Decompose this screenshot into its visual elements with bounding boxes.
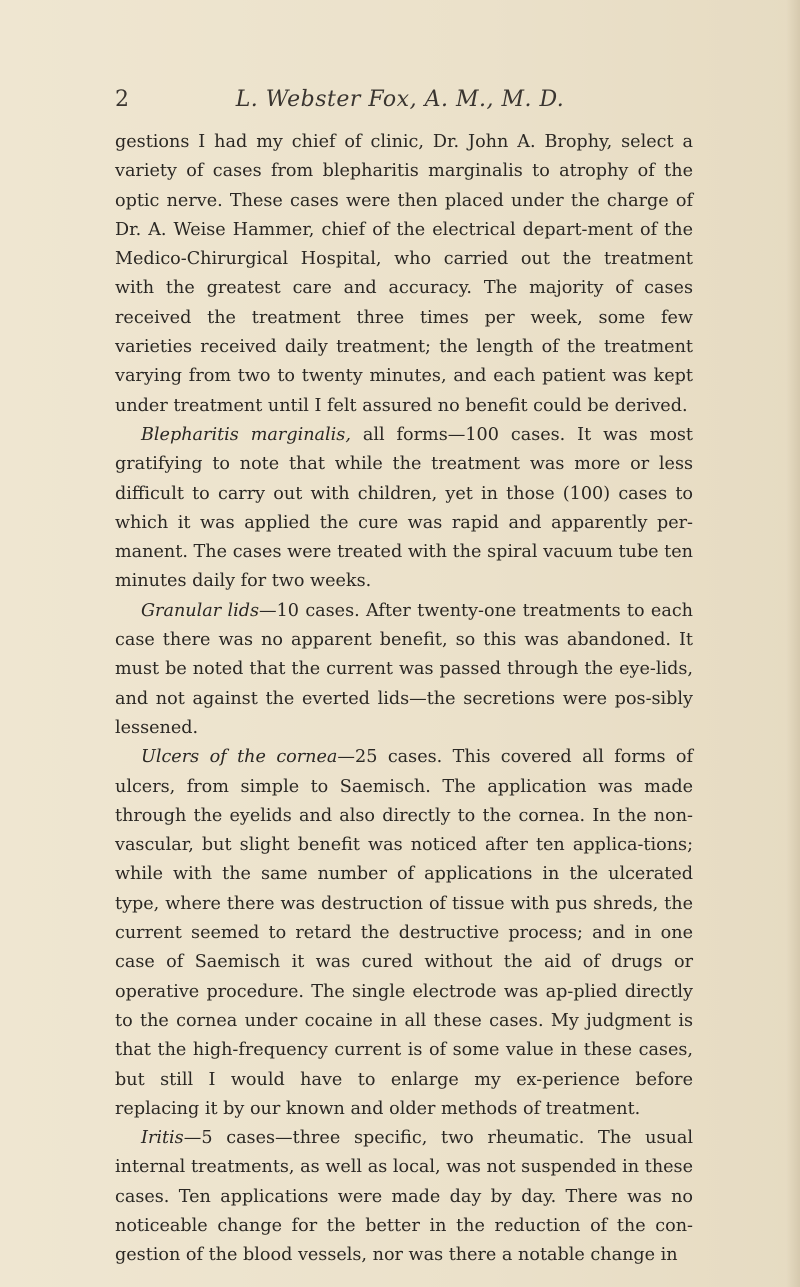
page-edge-shadow [786, 0, 800, 1287]
paragraph-lead: Blepharitis marginalis, [141, 424, 351, 445]
paragraph-text: —25 cases. This covered all forms of ulcers, from simple to Saemisch. The application was made through the eyelids and also directly to the cornea. In the non-vascular, but slight benefit was noticed after ten applica-tions; while with the same number of applications in the ulcerated type, where there was destruction of tissue with pus shreds, the current seemed to retard the destructive process; and in one case of Saemisch it was cured without the aid of drugs or operative procedure. The single electrode was ap-plied directly to the cornea under cocaine in all these cases. My judgment is that the high-frequency current is of some value in these cases, but still I would have to enlarge my ex-perience before replacing it by our known and older methods of treatment. [115, 747, 693, 1119]
page-header [0, 87, 800, 117]
paragraph-text: all forms—100 cases. It was most gratifying to note that while the treatment was more or less difficult to carry out with children, yet in those (100) cases to which it was applied the cure was rapid and apparently per-manent. The cases were treated with the spiral vacuum tube ten minutes daily for two weeks. [115, 424, 694, 592]
paragraph-text: gestions I had my chief of clinic, Dr. John A. Brophy, select a variety of cases from blepharitis marginalis to atrophy of the optic nerve. These cases were then placed under the charge of Dr. A. Weise Hammer, chief of the electrical depart-ment of the Medico-Chirurgical Hospital, who carried out the treatment with the greatest care and accuracy. The majority of cases received the treatment three times per week, some few varieties received daily treatment; the length of the treatment varying from two to twenty minutes, and each patient was kept under treatment until I felt assured no benefit could be derived. [115, 132, 693, 416]
paragraph-lead: Ulcers of the cornea [141, 747, 338, 768]
paragraph [115, 597, 693, 743]
body-text [115, 128, 693, 1271]
paragraph-text: —5 cases—three specific, two rheumatic. The usual internal treatments, as well as local, was not suspended in these cases. Ten applications were made day by day. There was no noticeable change for the better in the reduction of the con-gestion of the blood vessels, nor was there a notable change in [115, 1128, 693, 1266]
page-number: 2 [115, 87, 129, 112]
running-head: L. Webster Fox, A. M., M. D. [235, 87, 565, 112]
paragraph [115, 743, 693, 1124]
paragraph [115, 128, 693, 421]
paragraph-lead: Iritis [141, 1128, 184, 1149]
paragraph-lead: Granular lids [141, 600, 260, 621]
paragraph [115, 421, 693, 597]
paragraph [115, 1124, 693, 1270]
paragraph-text: —10 cases. After twenty-one treatments to each case there was no apparent benefit, so this was abandoned. It must be noted that the current was passed through the eye-lids, and not against the everted lids—the secretions were pos-sibly lessened. [115, 600, 693, 738]
